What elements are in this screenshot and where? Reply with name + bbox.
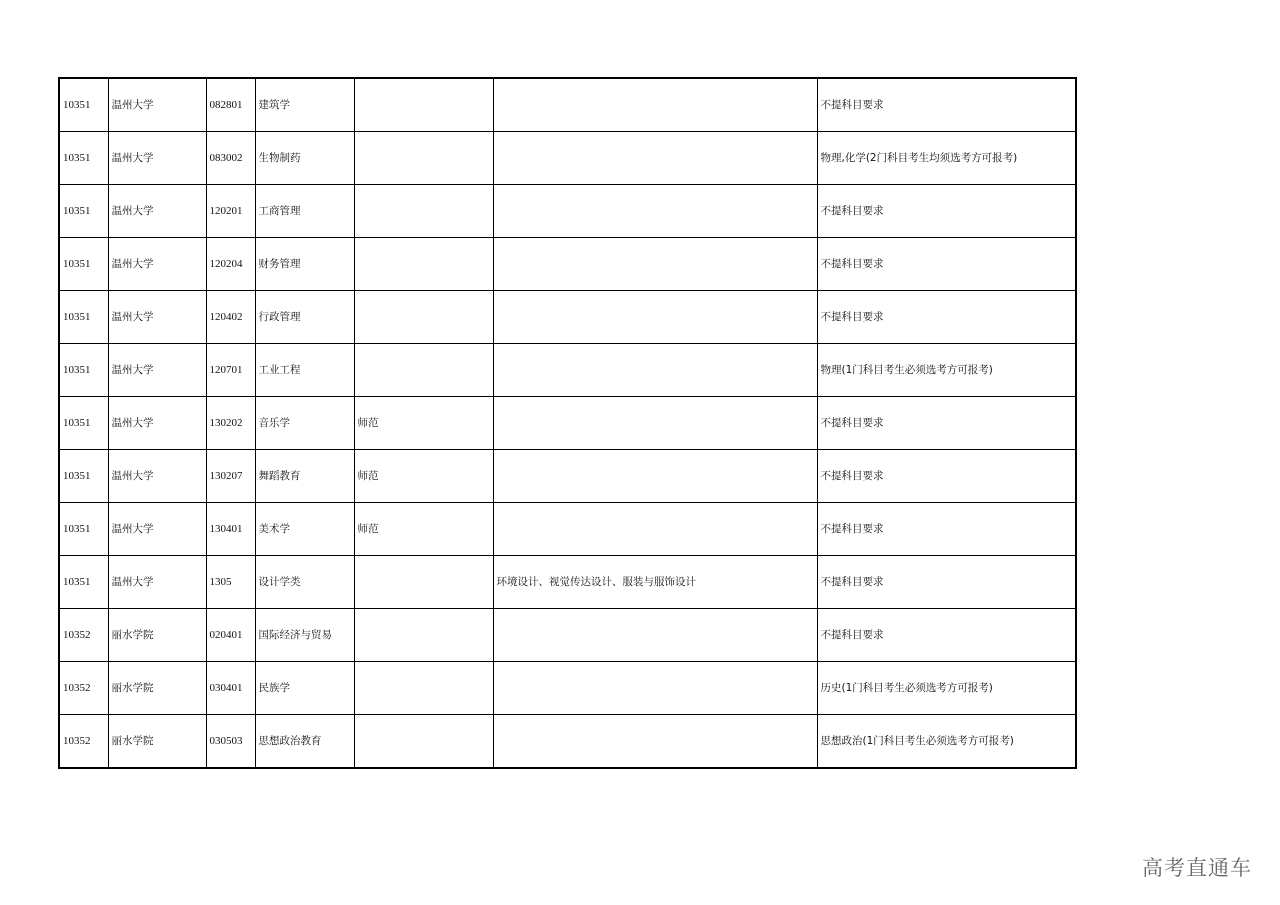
major-code-cell: 130207 (206, 450, 255, 503)
school-code-cell: 10351 (59, 503, 108, 556)
major-code-cell: 020401 (206, 609, 255, 662)
major-name-cell: 建筑学 (255, 78, 354, 132)
major-name-cell: 财务管理 (255, 238, 354, 291)
school-name-cell: 温州大学 (108, 503, 206, 556)
school-name-cell: 丽水学院 (108, 609, 206, 662)
included-majors-cell (493, 662, 817, 715)
table-row (59, 397, 1076, 450)
major-type-cell (354, 556, 493, 609)
major-type-cell (354, 662, 493, 715)
included-majors-cell (493, 344, 817, 397)
major-name-cell: 舞蹈教育 (255, 450, 354, 503)
major-type-cell (354, 291, 493, 344)
major-code-cell: 030401 (206, 662, 255, 715)
major-type-cell (354, 132, 493, 185)
table-row (59, 344, 1076, 397)
subject-requirement-cell: 历史(1门科目考生必须选考方可报考) (817, 662, 1076, 715)
major-code-cell: 120402 (206, 291, 255, 344)
table-row (59, 132, 1076, 185)
included-majors-cell (493, 238, 817, 291)
table-row (59, 503, 1076, 556)
school-code-cell: 10351 (59, 185, 108, 238)
subject-requirement-cell: 不提科目要求 (817, 185, 1076, 238)
major-type-cell: 师范 (354, 397, 493, 450)
school-code-cell: 10351 (59, 450, 108, 503)
subject-requirement-cell: 不提科目要求 (817, 238, 1076, 291)
major-name-cell: 国际经济与贸易 (255, 609, 354, 662)
school-name-cell: 温州大学 (108, 132, 206, 185)
school-code-cell: 10351 (59, 132, 108, 185)
included-majors-cell (493, 185, 817, 238)
school-code-cell: 10351 (59, 238, 108, 291)
table-row (59, 715, 1076, 769)
major-name-cell: 工业工程 (255, 344, 354, 397)
subject-requirement-cell: 不提科目要求 (817, 78, 1076, 132)
major-code-cell: 120201 (206, 185, 255, 238)
major-code-cell: 120701 (206, 344, 255, 397)
included-majors-cell: 环境设计、视觉传达设计、服装与服饰设计 (493, 556, 817, 609)
included-majors-cell (493, 450, 817, 503)
table-row (59, 662, 1076, 715)
school-code-cell: 10351 (59, 291, 108, 344)
school-name-cell: 温州大学 (108, 397, 206, 450)
subject-requirement-cell: 物理,化学(2门科目考生均须选考方可报考) (817, 132, 1076, 185)
major-name-cell: 行政管理 (255, 291, 354, 344)
major-name-cell: 美术学 (255, 503, 354, 556)
school-name-cell: 温州大学 (108, 450, 206, 503)
major-code-cell: 083002 (206, 132, 255, 185)
included-majors-cell (493, 132, 817, 185)
major-name-cell: 音乐学 (255, 397, 354, 450)
major-type-cell (354, 715, 493, 769)
major-code-cell: 130202 (206, 397, 255, 450)
major-type-cell (354, 609, 493, 662)
table-row (59, 609, 1076, 662)
school-name-cell: 温州大学 (108, 556, 206, 609)
school-code-cell: 10352 (59, 609, 108, 662)
school-name-cell: 丽水学院 (108, 715, 206, 769)
major-name-cell: 工商管理 (255, 185, 354, 238)
school-code-cell: 10351 (59, 556, 108, 609)
school-name-cell: 丽水学院 (108, 662, 206, 715)
major-code-cell: 082801 (206, 78, 255, 132)
table-row (59, 291, 1076, 344)
major-type-cell: 师范 (354, 503, 493, 556)
subject-requirement-cell: 物理(1门科目考生必须选考方可报考) (817, 344, 1076, 397)
school-name-cell: 温州大学 (108, 291, 206, 344)
watermark: 高考直通车 (1142, 856, 1252, 880)
included-majors-cell (493, 503, 817, 556)
major-name-cell: 生物制药 (255, 132, 354, 185)
table-row (59, 238, 1076, 291)
table-row (59, 78, 1076, 132)
major-type-cell (354, 185, 493, 238)
school-name-cell: 温州大学 (108, 185, 206, 238)
major-name-cell: 民族学 (255, 662, 354, 715)
table-row (59, 450, 1076, 503)
subject-requirement-cell: 思想政治(1门科目考生必须选考方可报考) (817, 715, 1076, 769)
school-code-cell: 10351 (59, 344, 108, 397)
subject-requirements-table (58, 77, 1077, 769)
major-type-cell (354, 238, 493, 291)
major-type-cell (354, 344, 493, 397)
school-name-cell: 温州大学 (108, 238, 206, 291)
subject-requirement-cell: 不提科目要求 (817, 503, 1076, 556)
subject-requirement-cell: 不提科目要求 (817, 450, 1076, 503)
school-name-cell: 温州大学 (108, 78, 206, 132)
school-code-cell: 10352 (59, 662, 108, 715)
major-type-cell: 师范 (354, 450, 493, 503)
major-code-cell: 030503 (206, 715, 255, 769)
included-majors-cell (493, 397, 817, 450)
included-majors-cell (493, 78, 817, 132)
school-code-cell: 10351 (59, 397, 108, 450)
included-majors-cell (493, 715, 817, 769)
subject-requirement-cell: 不提科目要求 (817, 556, 1076, 609)
table-body (59, 78, 1076, 768)
included-majors-cell (493, 609, 817, 662)
table-row (59, 556, 1076, 609)
subject-requirement-cell: 不提科目要求 (817, 609, 1076, 662)
school-code-cell: 10352 (59, 715, 108, 769)
major-code-cell: 1305 (206, 556, 255, 609)
major-type-cell (354, 78, 493, 132)
school-code-cell: 10351 (59, 78, 108, 132)
major-code-cell: 130401 (206, 503, 255, 556)
major-name-cell: 设计学类 (255, 556, 354, 609)
subject-requirement-cell: 不提科目要求 (817, 291, 1076, 344)
table-row (59, 185, 1076, 238)
school-name-cell: 温州大学 (108, 344, 206, 397)
major-code-cell: 120204 (206, 238, 255, 291)
subject-requirement-cell: 不提科目要求 (817, 397, 1076, 450)
major-name-cell: 思想政治教育 (255, 715, 354, 769)
included-majors-cell (493, 291, 817, 344)
